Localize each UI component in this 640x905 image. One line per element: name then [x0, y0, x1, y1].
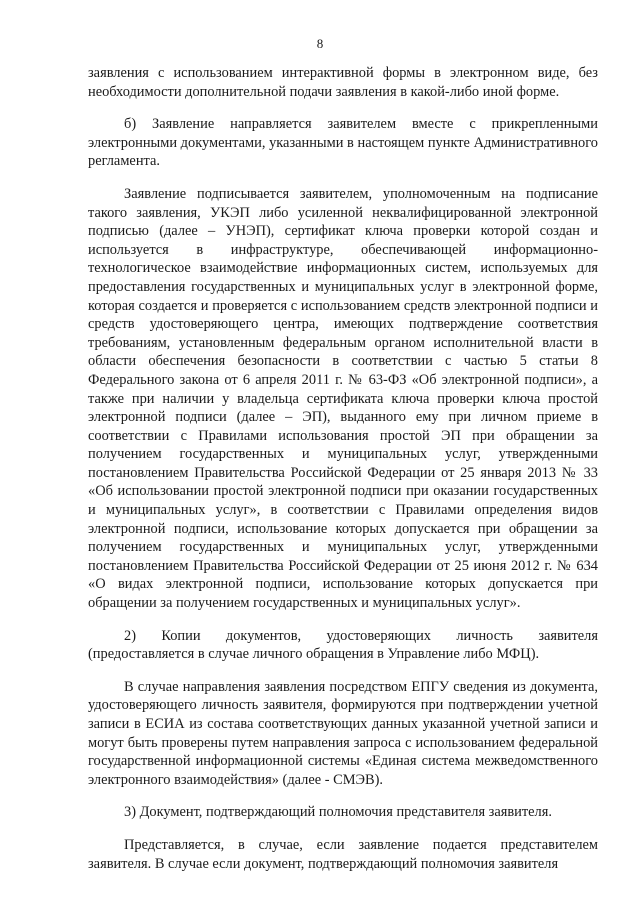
paragraph-item-3: 3) Документ, подтверждающий полномочия представителя заявителя. [124, 804, 552, 821]
paragraph-signature: Заявление подписывается заявителем, уполномоченным на подписание такого заявления, УКЭП либо усиленной неквалифицированной электронной подписью (далее – УНЭП), сертификат ключа проверки которой создан и используется в инфраструктуре, обеспечивающей информационно-технологическое взаимодействие информационных систем, используемых для предоставления государственных и муниципальных услуг в электронной форме, которая создается и проверяется с использованием средств электронной подписи и средств удостоверяющего центра, имеющих подтверждение соответствия требованиям, установленным федеральным органом исполнительной власти в области обеспечения безопасности в соответствии с частью 5 статьи 8 Федерального закона от 6 апреля 2011 г. № 63-ФЗ «Об электронной подписи», а также при наличии у владельца сертификата ключа проверки ключа простой электронной подписи (далее – ЭП), выданного ему при личном приеме в соответствии с Правилами использования простой ЭП при обращении за получением государственных и муниципальных услуг, утвержденными постановлением Правительства Российской Федерации от 25 января 2013 № 33 «Об использовании простой электронной подписи при оказании государственных и муниципальных услуг», в соответствии с Правилами определения видов электронной подписи, использование которых допускается при обращении за получением государственных и муниципальных услуг, утвержденными постановлением Правительства Российской Федерации от 25 июня 2012 г. № 634 «О видах электронной подписи, использование которых допускается при обращении за получением государственных и муниципальных услуг». [88, 185, 598, 612]
paragraph-continuation: заявления с использованием интерактивной формы в электронном виде, без необходимости дополнительной подачи заявления в какой-либо иной форме. [88, 65, 598, 100]
paragraph-item-2: 2) Копии документов, удостоверяющих личность заявителя (предоставляется в случае личного обращения в Управление либо МФЦ). [88, 627, 598, 663]
paragraph-representative: Представляется, в случае, если заявление подается представителем заявителя. В случае если документ, подтверждающий полномочия заявителя [88, 836, 598, 872]
document-body [88, 64, 598, 887]
page-number: 8 [316, 36, 324, 51]
paragraph-item-b: б) Заявление направляется заявителем вместе с прикрепленными электронными документами, указанными в настоящем пункте Административного регламента. [88, 116, 598, 170]
paragraph-epgu: В случае направления заявления посредством ЕПГУ сведения из документа, удостоверяющего личность заявителя, формируются при подтверждении учетной записи в ЕСИА из состава соответствующих данных указанной учетной записи и могут быть проверены путем направления запроса с использованием федеральной государственной информационной системы «Единая система межведомственного электронного взаимодействия» (далее - СМЭВ). [88, 678, 598, 788]
